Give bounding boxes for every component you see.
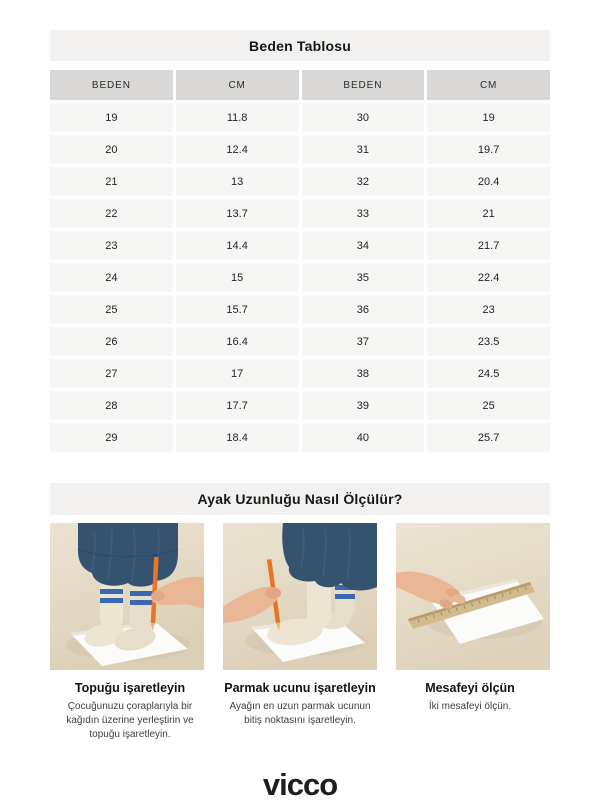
table-cell: 38	[302, 359, 425, 388]
table-cell: 22.4	[427, 263, 550, 292]
mark-heel-photo	[50, 523, 204, 670]
table-cell: 36	[302, 295, 425, 324]
table-cell: 23.5	[427, 327, 550, 356]
table-cell: 13.7	[176, 199, 299, 228]
mark-toe-photo	[223, 523, 377, 670]
column-header-beden: BEDEN	[302, 70, 425, 100]
table-cell: 35	[302, 263, 425, 292]
table-cell: 17	[176, 359, 299, 388]
step-caption-toe	[220, 681, 380, 742]
step-description: İki mesafeyi ölçün.	[428, 701, 512, 712]
column-header-cm: CM	[176, 70, 299, 100]
table-cell: 14.4	[176, 231, 299, 260]
column-header-cm: CM	[427, 70, 550, 100]
measure-distance-photo	[396, 523, 550, 670]
table-cell: 28	[50, 391, 173, 420]
table-cell: 25	[427, 391, 550, 420]
table-cell: 32	[302, 167, 425, 196]
table-cell: 24	[50, 263, 173, 292]
size-table-title: Beden Tablosu	[50, 30, 550, 61]
table-cell: 31	[302, 135, 425, 164]
table-cell: 34	[302, 231, 425, 260]
table-cell: 27	[50, 359, 173, 388]
step-caption-measure	[390, 681, 550, 742]
table-cell: 21	[50, 167, 173, 196]
table-cell: 21.7	[427, 231, 550, 260]
table-cell: 21	[427, 199, 550, 228]
table-cell: 29	[50, 423, 173, 452]
table-cell: 16.4	[176, 327, 299, 356]
table-cell: 12.4	[176, 135, 299, 164]
table-cell: 22	[50, 199, 173, 228]
table-cell: 20	[50, 135, 173, 164]
table-cell: 25.7	[427, 423, 550, 452]
step-title: Topuğu işaretleyin	[74, 681, 186, 695]
measure-captions	[50, 681, 550, 742]
table-cell: 40	[302, 423, 425, 452]
table-cell: 13	[176, 167, 299, 196]
page	[50, 30, 550, 800]
table-cell: 19	[50, 103, 173, 132]
table-cell: 15.7	[176, 295, 299, 324]
column-header-beden: BEDEN	[50, 70, 173, 100]
step-title: Parmak ucunu işaretleyin	[224, 681, 376, 695]
footer	[50, 769, 550, 800]
table-cell: 23	[427, 295, 550, 324]
table-cell: 11.8	[176, 103, 299, 132]
table-cell: 18.4	[176, 423, 299, 452]
table-cell: 39	[302, 391, 425, 420]
table-cell: 26	[50, 327, 173, 356]
table-cell: 24.5	[427, 359, 550, 388]
table-cell: 17.7	[176, 391, 299, 420]
table-cell: 19	[427, 103, 550, 132]
table-cell: 23	[50, 231, 173, 260]
table-cell: 33	[302, 199, 425, 228]
table-cell: 19.7	[427, 135, 550, 164]
table-cell: 30	[302, 103, 425, 132]
size-table	[50, 70, 550, 452]
step-caption-heel	[50, 681, 210, 742]
measure-photos	[50, 523, 550, 670]
step-title: Mesafeyi ölçün	[425, 681, 515, 695]
table-cell: 25	[50, 295, 173, 324]
table-cell: 20.4	[427, 167, 550, 196]
vicco-logo: vicco	[262, 767, 338, 800]
table-cell: 37	[302, 327, 425, 356]
table-cell: 15	[176, 263, 299, 292]
step-description: Çocuğunuzu çoraplarıyla bir kağıdın üzerine yerleştirin ve topuğu işaretleyin.	[66, 701, 194, 740]
step-description: Ayağın en uzun parmak ucunun bitiş noktasını işaretleyin.	[229, 701, 371, 726]
measure-section-title: Ayak Uzunluğu Nasıl Ölçülür?	[50, 483, 550, 515]
